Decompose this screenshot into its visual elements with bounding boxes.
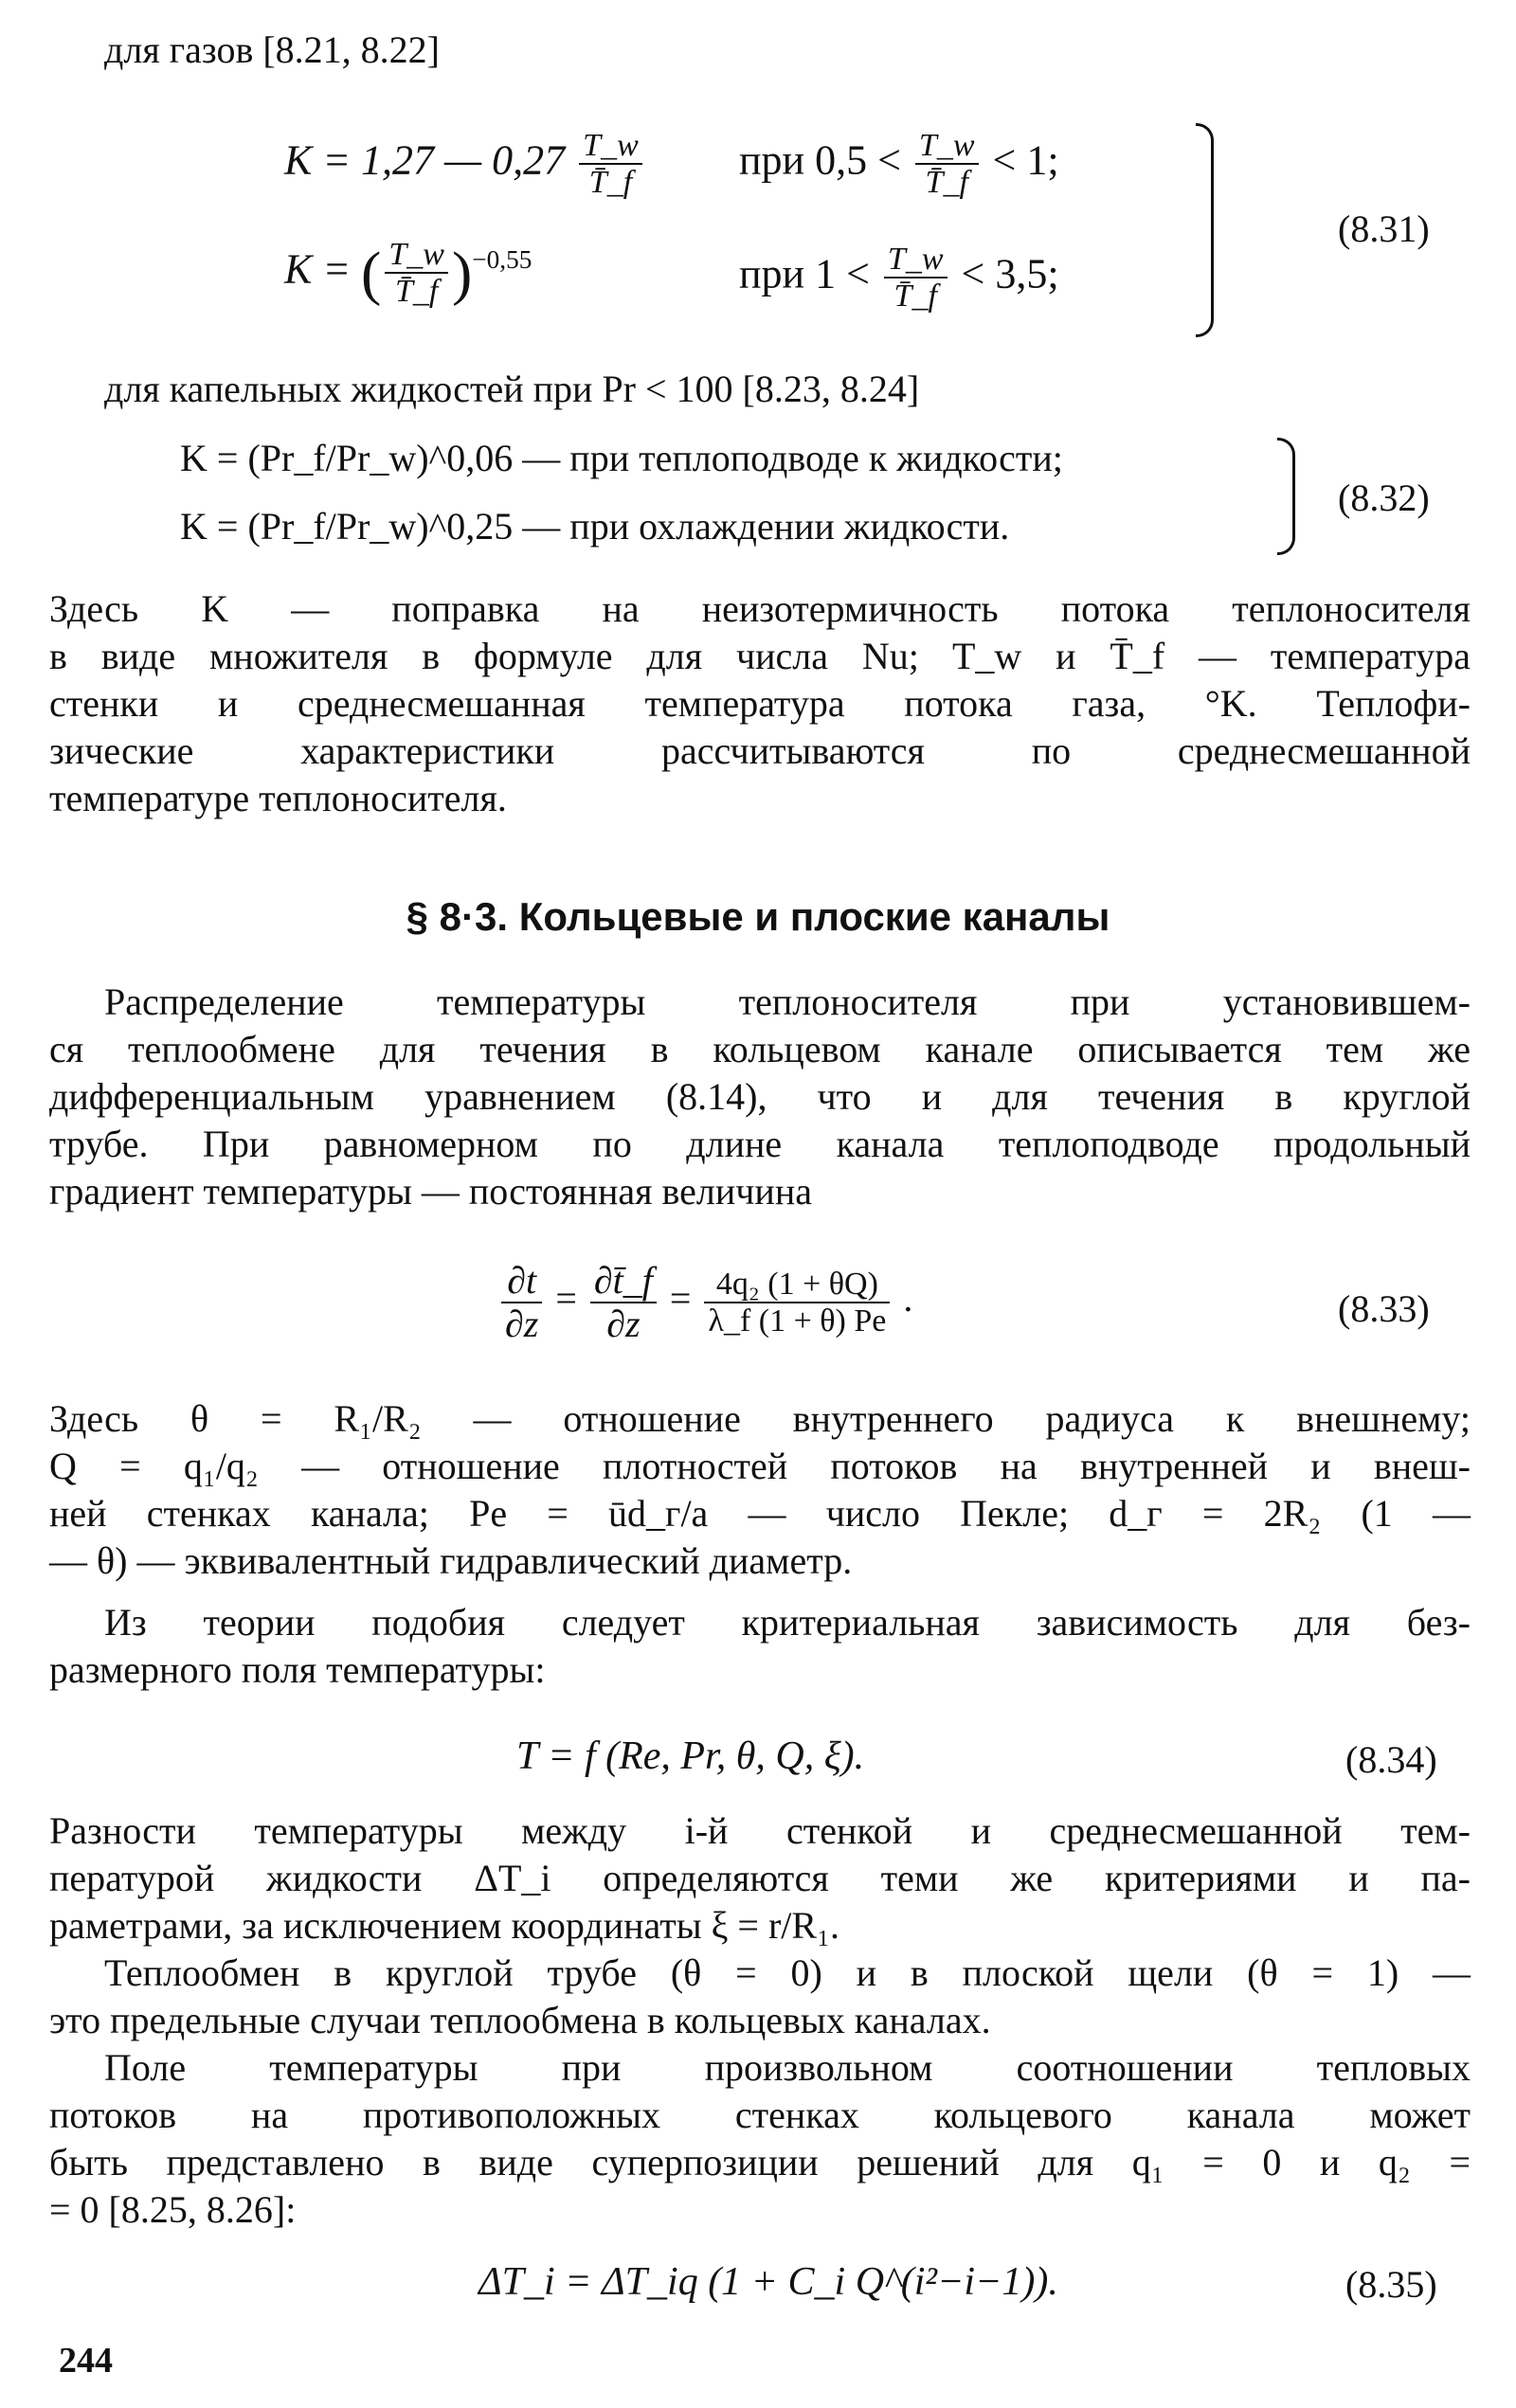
brace-8-32 <box>1277 438 1295 555</box>
fraction-denominator: ∂z <box>505 1303 539 1345</box>
fraction-numerator: ∂t̄_f <box>590 1260 657 1303</box>
fraction-numerator: ∂t <box>501 1260 542 1303</box>
p1-line-5: температуре теплоносителя. <box>49 777 507 819</box>
left-paren: ( <box>361 239 382 307</box>
eq-8-31b-cond-end: < 3,5; <box>961 250 1059 297</box>
eq-8-34-number: (8.34) <box>1345 1738 1437 1781</box>
eq-8-32a: K = (Pr_f/Pr_w)^0,06 — при теплоподводе к жидкости; <box>180 437 1063 479</box>
eq-8-31b-lhs: K = <box>284 245 352 293</box>
eq-8-31-cond-b <box>739 242 1059 314</box>
p2-line-3: дифференциальным уравнением (8.14), что и для течения в круглой <box>49 1075 1471 1118</box>
eq-8-33-number: (8.33) <box>1338 1287 1430 1330</box>
p2-line-4: трубе. При равномерном по длине канала теплоподводе продольный <box>49 1123 1471 1165</box>
p7-line-4: = 0 [8.25, 8.26]: <box>49 2188 297 2231</box>
gases-intro: для газов [8.21, 8.22] <box>104 28 440 71</box>
eq-8-31a-lhs: K = 1,27 — 0,27 <box>284 136 566 184</box>
p5-line-3: раметрами, за исключением координаты ξ = r/R₁. <box>49 1904 840 1947</box>
p2-line-1: Распределение температуры теплоносителя при установившем- <box>104 980 1471 1023</box>
page-number: 244 <box>59 2341 113 2381</box>
p2-line-5: градиент температуры — постоянная величина <box>49 1170 812 1213</box>
fraction-numerator: T_w <box>884 242 948 279</box>
eq-8-34: T = f (Re, Pr, θ, Q, ξ). <box>516 1734 865 1778</box>
fraction-tw-tf <box>915 128 979 201</box>
p6-line-2: это предельные случаи теплообмена в кольцевых каналах. <box>49 1999 991 2041</box>
fraction-tw-tf <box>579 128 642 201</box>
period: . <box>903 1277 913 1321</box>
p1-line-2: в виде множителя в формуле для числа Nu; T_w и T̄_f — температура <box>49 635 1471 677</box>
fraction-numerator: T_w <box>385 237 448 274</box>
eq-8-31a-cond-end: < 1; <box>992 136 1059 184</box>
eq-8-35: ΔT_i = ΔT_iq (1 + C_i Q^(i²−i−1)). <box>478 2260 1058 2304</box>
fraction-dtf-dz <box>590 1260 657 1345</box>
eq-8-31b-cond: при 1 < <box>739 250 870 297</box>
fraction-denominator: T̄_f <box>893 279 937 314</box>
section-title: § 8·3. Кольцевые и плоские каналы <box>406 894 1110 939</box>
liquids-intro: для капельных жидкостей при Pr < 100 [8.23, 8.24] <box>104 368 920 410</box>
fraction-denominator: T̄_f <box>588 165 633 201</box>
eq-8-31-cond-a <box>739 128 1059 201</box>
eq-8-32b: K = (Pr_f/Pr_w)^0,25 — при охлаждении жидкости. <box>180 505 1010 548</box>
p1-line-1: Здесь K — поправка на неизотермичность потока теплоносителя <box>49 587 1471 630</box>
p5-line-2: пературой жидкости ΔT_i определяются теми же критериями и па- <box>49 1857 1471 1899</box>
p7-line-2: потоков на противоположных стенках кольцевого канала может <box>49 2094 1471 2136</box>
p6-line-1: Теплообмен в круглой трубе (θ = 0) и в плоской щели (θ = 1) — <box>104 1951 1471 1994</box>
p1-line-3: стенки и среднесмешанная температура потока газа, °K. Теплофи- <box>49 682 1471 725</box>
p4-line-1: Из теории подобия следует критериальная зависимость для без- <box>104 1601 1471 1644</box>
eq-8-31a-cond: при 0,5 < <box>739 136 901 184</box>
fraction-numerator: T_w <box>915 128 979 165</box>
equals-sign: = <box>669 1277 692 1321</box>
fraction-denominator: T̄_f <box>925 165 968 201</box>
p5-line-1: Разности температуры между i-й стенкой и среднесмешанной тем- <box>49 1809 1471 1852</box>
brace-8-31 <box>1196 123 1214 337</box>
p2-line-2: ся теплообмене для течения в кольцевом канале описывается тем же <box>49 1028 1471 1070</box>
right-paren: ) <box>451 239 473 307</box>
eq-8-31-number: (8.31) <box>1338 207 1430 250</box>
eq-8-32-number: (8.32) <box>1338 476 1430 519</box>
eq-8-31-line-a <box>284 128 646 201</box>
equals-sign: = <box>555 1277 577 1321</box>
fraction-tw-tf <box>884 242 948 314</box>
p4-line-2: размерного поля температуры: <box>49 1648 546 1691</box>
p1-line-4: зические характеристики рассчитываются по среднесмешанной <box>49 729 1471 772</box>
fraction-rhs <box>704 1267 890 1339</box>
p3-line-4: — θ) — эквивалентный гидравлический диаметр. <box>49 1539 853 1582</box>
eq-8-31b-exponent: −0,55 <box>472 244 532 274</box>
eq-8-31-line-b <box>284 237 532 310</box>
p7-line-1: Поле температуры при произвольном соотношении тепловых <box>104 2046 1471 2089</box>
fraction-denominator: T̄_f <box>394 274 439 310</box>
p3-line-3: ней стенках канала; Pe = ūd_г/a — число Пекле; d_г = 2R₂ (1 — <box>49 1492 1471 1535</box>
eq-8-35-number: (8.35) <box>1345 2263 1437 2306</box>
fraction-tw-tf <box>385 237 448 310</box>
p7-line-3: быть представлено в виде суперпозиции решений для q₁ = 0 и q₂ = <box>49 2141 1471 2183</box>
fraction-numerator: 4q₂ (1 + θQ) <box>704 1267 890 1303</box>
fraction-dt-dz <box>501 1260 542 1345</box>
p3-line-1: Здесь θ = R₁/R₂ — отношение внутреннего радиуса к внешнему; <box>49 1397 1471 1440</box>
fraction-numerator: T_w <box>579 128 642 165</box>
eq-8-33 <box>497 1260 912 1345</box>
fraction-denominator: λ_f (1 + θ) Pe <box>708 1303 887 1339</box>
fraction-denominator: ∂z <box>606 1303 641 1345</box>
p3-line-2: Q = q₁/q₂ — отношение плотностей потоков на внутренней и внеш- <box>49 1445 1471 1487</box>
